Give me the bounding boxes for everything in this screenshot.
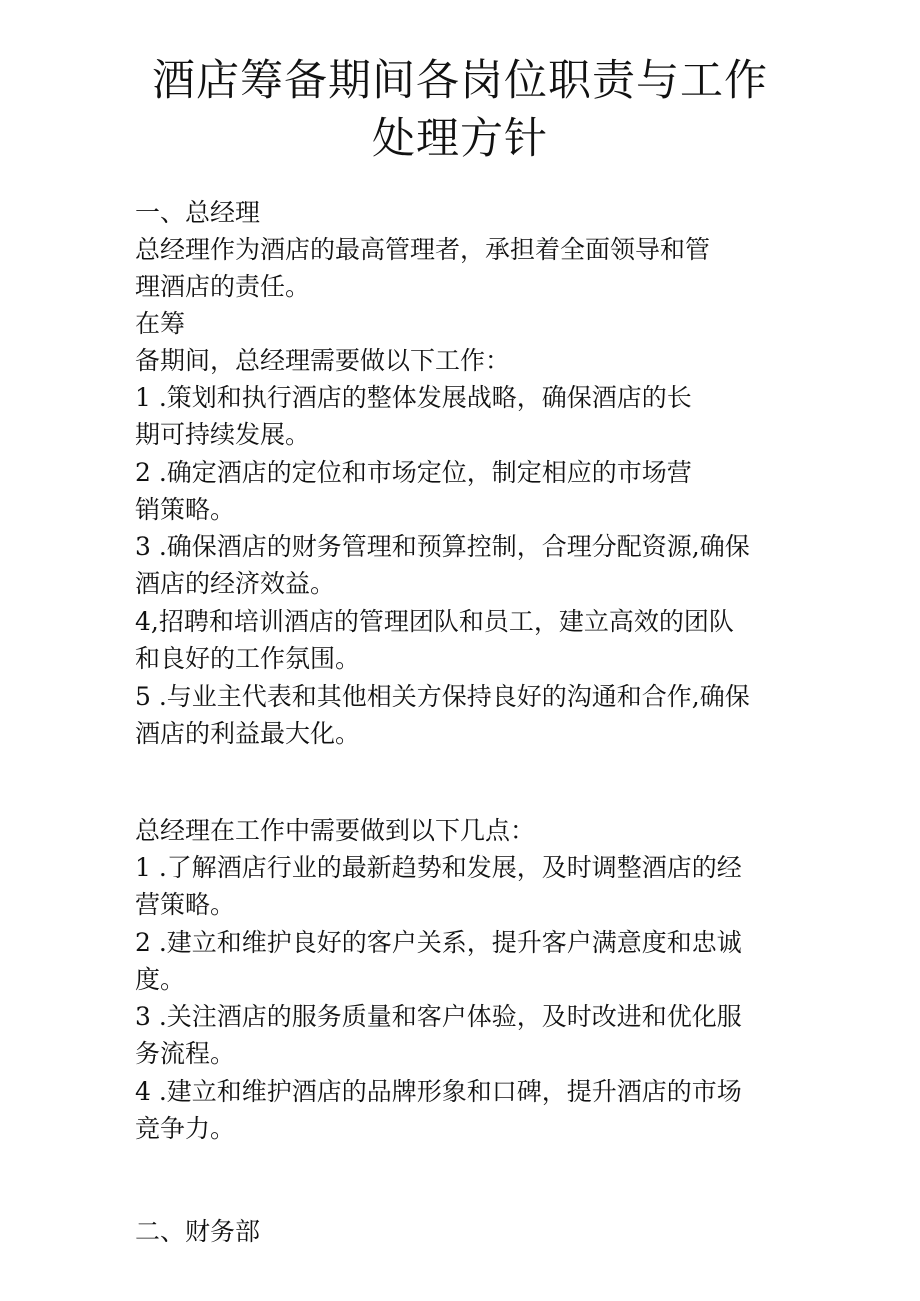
list-item-line: 期可持续发展。 [135, 420, 311, 449]
paragraph-line: 理酒店的责任。 [135, 272, 311, 301]
list-item-line: 2 .确定酒店的定位和市场定位，制定相应的市场营 [135, 458, 692, 487]
list-item-line: 4 .建立和维护酒店的品牌形象和口碑，提升酒店的市场 [135, 1077, 742, 1106]
list-item-line: 1 .了解酒店行业的最新趋势和发展，及时调整酒店的经 [135, 853, 742, 882]
list-item-line: 2 .建立和维护良好的客户关系，提升客户满意度和忠诚 [135, 928, 742, 957]
section-heading-general-manager: 一、总经理 [135, 198, 261, 227]
list-item-line: 度。 [135, 965, 186, 994]
paragraph-line: 在筹 [135, 309, 186, 338]
paragraph-line: 备期间，总经理需要做以下工作： [135, 346, 511, 375]
list-item-line: 5 .与业主代表和其他相关方保持良好的沟通和合作,确保 [135, 682, 750, 711]
list-item-line: 酒店的经济效益。 [135, 569, 336, 598]
section-heading-finance: 二、财务部 [135, 1217, 261, 1246]
list-item-line: 4,招聘和培训酒店的管理团队和员工，建立高效的团队 [135, 607, 734, 636]
document-title-line-2: 处理方针 [372, 114, 548, 164]
paragraph-line: 总经理作为酒店的最高管理者，承担着全面领导和管 [135, 235, 711, 264]
list-item-line: 3 .确保酒店的财务管理和预算控制，合理分配资源,确保 [135, 532, 750, 561]
list-item-line: 1 .策划和执行酒店的整体发展战略，确保酒店的长 [135, 383, 692, 412]
list-item-line: 和良好的工作氛围。 [135, 644, 361, 673]
paragraph-line: 总经理在工作中需要做到以下几点： [135, 816, 536, 845]
list-item-line: 酒店的利益最大化。 [135, 719, 361, 748]
list-item-line: 竞争力。 [135, 1114, 236, 1143]
list-item-line: 营策略。 [135, 890, 236, 919]
list-item-line: 务流程。 [135, 1039, 236, 1068]
list-item-line: 3 .关注酒店的服务质量和客户体验，及时改进和优化服 [135, 1002, 742, 1031]
list-item-line: 销策略。 [135, 495, 236, 524]
document-title-line-1: 酒店筹备期间各岗位职责与工作 [152, 56, 768, 106]
